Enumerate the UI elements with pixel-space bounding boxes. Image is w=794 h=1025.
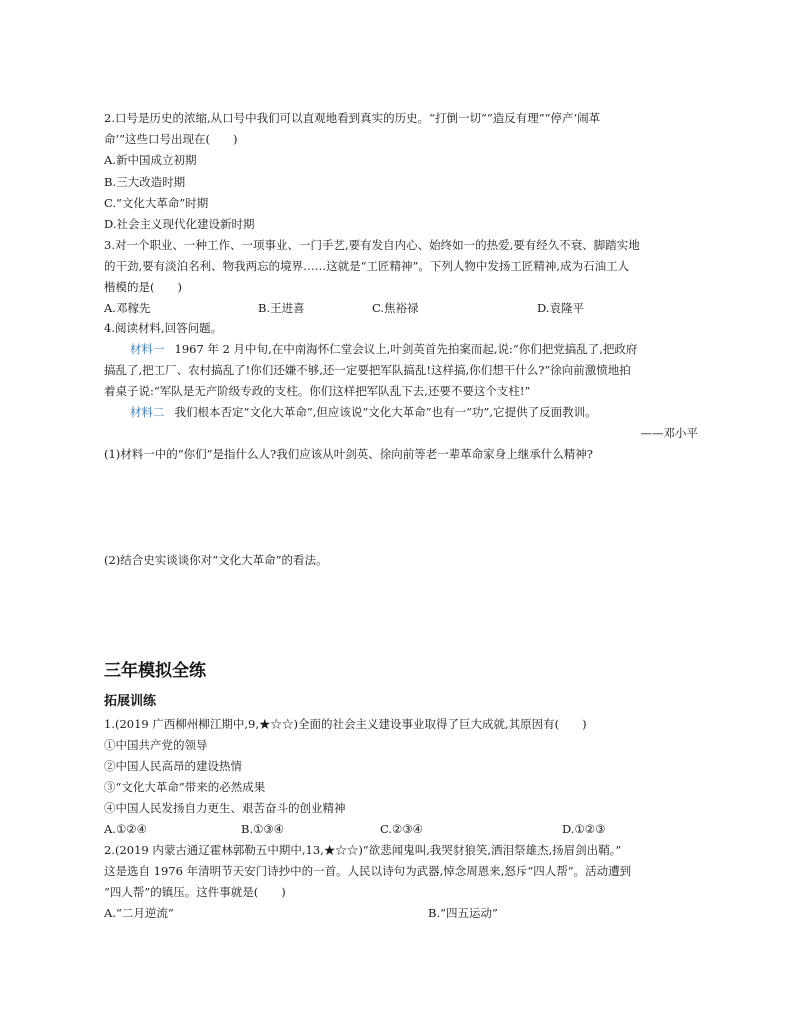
e2-option-b: B.“四五运动” (428, 906, 498, 920)
q4-material1-line1: 材料一 1967 年 2 月中旬,在中南海怀仁堂会议上,叶剑英首先拍案而起,说:“你们把党搞乱了,把政府 (130, 342, 638, 356)
q4-material2: 材料二 我们根本否定“文化大革命”,但应该说“文化大革命”也有一“功”,它提供了反面教训。 (130, 405, 597, 419)
q3-option-b: B.王进喜 (258, 301, 305, 315)
e1-option-d: D.①②③ (562, 822, 606, 836)
e1-option-c: C.②③④ (380, 822, 423, 836)
e2-stem-line3: “四人帮”的镇压。这件事就是( ) (104, 885, 286, 899)
q2-option-b: B.三大改造时期 (104, 175, 186, 189)
q4-stem: 4.阅读材料,回答问题。 (104, 321, 223, 335)
q2-stem-line1: 2.口号是历史的浓缩,从口号中我们可以直观地看到真实的历史。“打倒一切”“造反有理”“停产‘闹革 (104, 111, 601, 125)
q3-option-d: D.袁隆平 (537, 301, 584, 315)
q3-option-a: A.邓稼先 (104, 301, 151, 315)
q3-stem-line3: 楷模的是( ) (104, 280, 182, 294)
q2-stem-line2: 命’”这些口号出现在( ) (104, 132, 238, 146)
q4-material1-line3: 着桌子说:“军队是无产阶级专政的支柱。你们这样把军队乱下去,还要不要这个支柱!” (104, 384, 531, 398)
e1-item-4: ④中国人民发扬自力更生、艰苦奋斗的创业精神 (104, 801, 346, 815)
material1-label: 材料一 (130, 342, 165, 356)
e2-stem-line2: 这是选自 1976 年清明节天安门诗抄中的一首。人民以诗句为武器,悼念周恩来,怒斥“四人帮”。活动遭到 (104, 864, 632, 878)
e1-option-b: B.①③④ (241, 822, 285, 836)
material2-label: 材料二 (130, 405, 165, 419)
e2-stem-line1: 2.(2019 内蒙古通辽霍林郭勒五中期中,13,★☆☆)“欲悲闻鬼叫,我哭豺狼笑,洒泪祭雄杰,扬眉剑出鞘。” (104, 843, 622, 857)
e1-item-2: ②中国人民高昂的建设热情 (104, 759, 242, 773)
section-subtitle: 拓展训练 (104, 694, 157, 709)
e1-option-a: A.①②④ (104, 822, 147, 836)
q4-sub1: (1)材料一中的“你们”是指什么人?我们应该从叶剑英、徐向前等老一辈革命家身上继承什么精神? (104, 447, 593, 461)
q2-option-c: C.“文化大革命”时期 (104, 196, 209, 210)
q4-material1-line2: 搞乱了,把工厂、农村搞乱了!你们还嫌不够,还一定要把军队搞乱!这样搞,你们想干什么?”徐向前激愤地拍 (104, 363, 631, 377)
e1-stem: 1.(2019 广西柳州柳江期中,9,★☆☆)全面的社会主义建设事业取得了巨大成就,其原因有( ) (104, 717, 587, 731)
q3-stem-line2: 的干劲,要有淡泊名利、物我两忘的境界……这就是“工匠精神”。下列人物中发扬工匠精神,成为石油工人 (104, 259, 630, 273)
q3-option-c: C.焦裕禄 (372, 301, 419, 315)
q4-material2-source: ——邓小平 (640, 426, 698, 440)
q3-stem-line1: 3.对一个职业、一种工作、一项事业、一门手艺,要有发自内心、始终如一的热爱,要有经久不衰、脚踏实地 (104, 238, 640, 252)
q2-option-d: D.社会主义现代化建设新时期 (104, 217, 255, 231)
e2-option-a: A.“二月逆流” (104, 906, 174, 920)
q2-option-a: A.新中国成立初期 (104, 153, 197, 167)
section-title: 三年模拟全练 (104, 661, 206, 681)
q4-sub2: (2)结合史实谈谈你对“文化大革命”的看法。 (104, 553, 328, 567)
e1-item-3: ③“文化大革命”带来的必然成果 (104, 780, 266, 794)
e1-item-1: ①中国共产党的领导 (104, 738, 208, 752)
